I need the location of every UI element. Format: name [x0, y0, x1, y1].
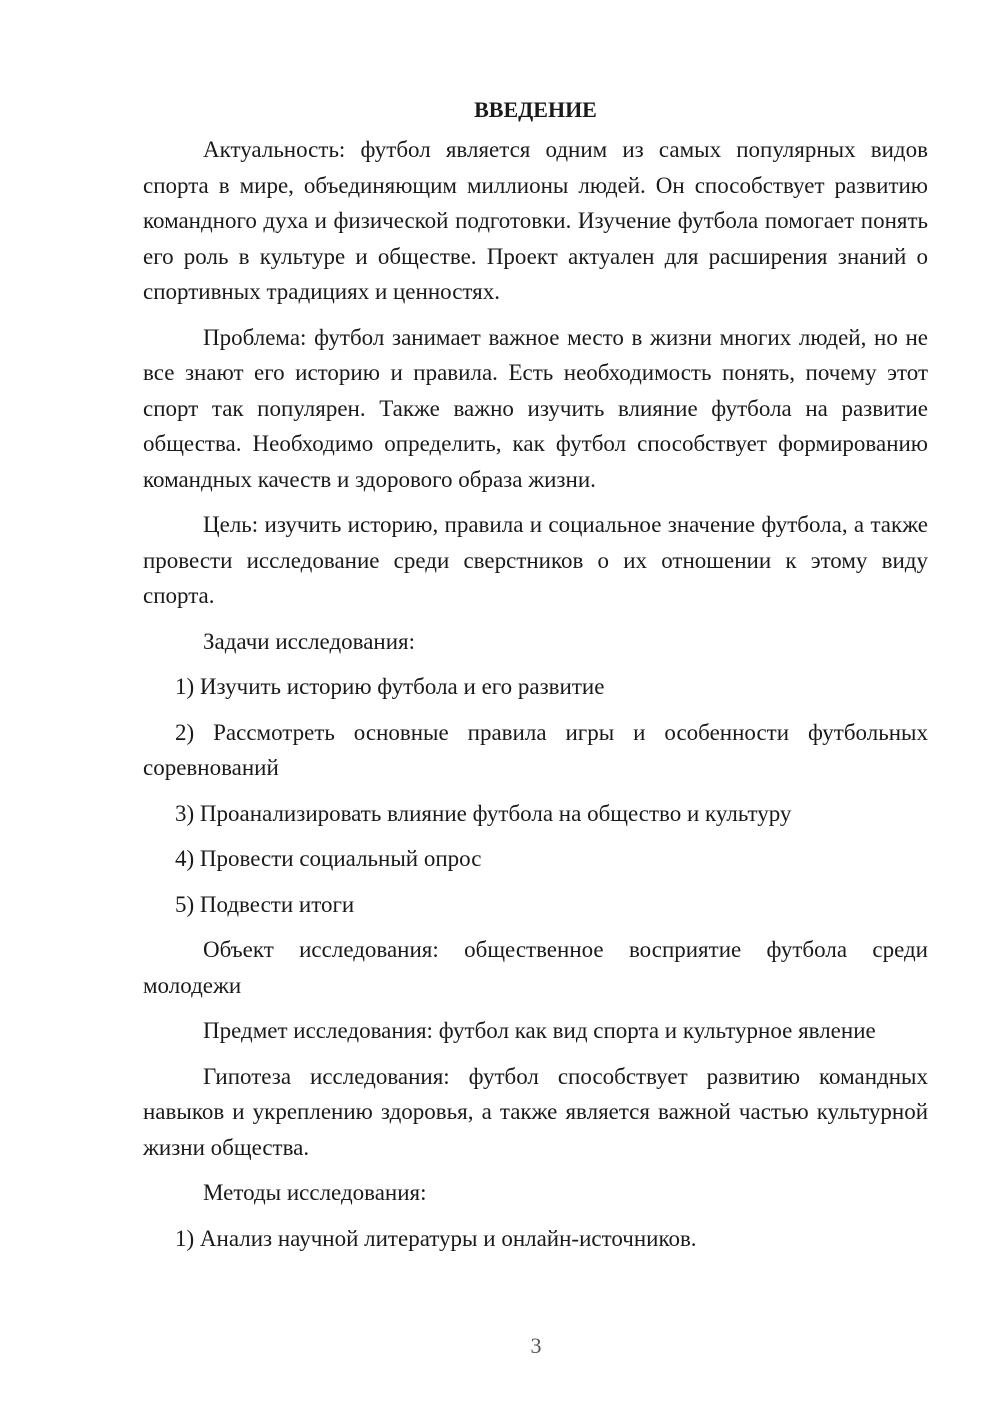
task-item-4: 4) Провести социальный опрос — [175, 846, 482, 871]
methods-heading: Методы исследования: — [203, 1180, 427, 1205]
goal-paragraph: Цель: изучить историю, правила и социальное значение футбола, а также провести исследование среди сверстников о их отношении к этому виду спорта. — [143, 512, 928, 608]
page-title: ВВЕДЕНИЕ — [474, 97, 597, 122]
task-item-2: 2) Рассмотреть основные правила игры и особенности футбольных соревнований — [143, 719, 928, 780]
hypothesis-paragraph: Гипотеза исследования: футбол способствует развитию командных навыков и укреплению здоровья, а также является важной частью культурной жизни общества. — [143, 1063, 928, 1160]
document-page — [143, 92, 928, 1266]
relevance-paragraph: Актуальность: футбол является одним из самых популярных видов спорта в мире, объединяющим миллионы людей. Он способствует развитию командного духа и физической подготовки. Изучение футбола помогает понять его роль в культуре и обществе. Проект актуален для расширения знаний о спортивных традициях и ценностях. — [143, 137, 928, 304]
task-item-1: 1) Изучить историю футбола и его развитие — [175, 674, 605, 699]
task-item-3: 3) Проанализировать влияние футбола на общество и культуру — [175, 800, 792, 826]
task-item-5: 5) Подвести итоги — [175, 891, 355, 917]
method-item-1: 1) Анализ научной литературы и онлайн-источников. — [175, 1225, 697, 1251]
page-number: 3 — [530, 1333, 542, 1358]
subject-paragraph: Предмет исследования: футбол как вид спорта и культурное явление — [203, 1018, 876, 1043]
tasks-heading: Задачи исследования: — [203, 628, 416, 654]
object-paragraph: Объект исследования: общественное восприятие футбола среди молодежи — [143, 937, 928, 998]
problem-paragraph: Проблема: футбол занимает важное место в жизни многих людей, но не все знают его историю и правила. Есть необходимость понять, почему этот спорт так популярен. Также важно изучить влияние футбола на развитие общества. Необходимо определить, как футбол способствует формированию командных качеств и здорового образа жизни. — [143, 324, 928, 492]
